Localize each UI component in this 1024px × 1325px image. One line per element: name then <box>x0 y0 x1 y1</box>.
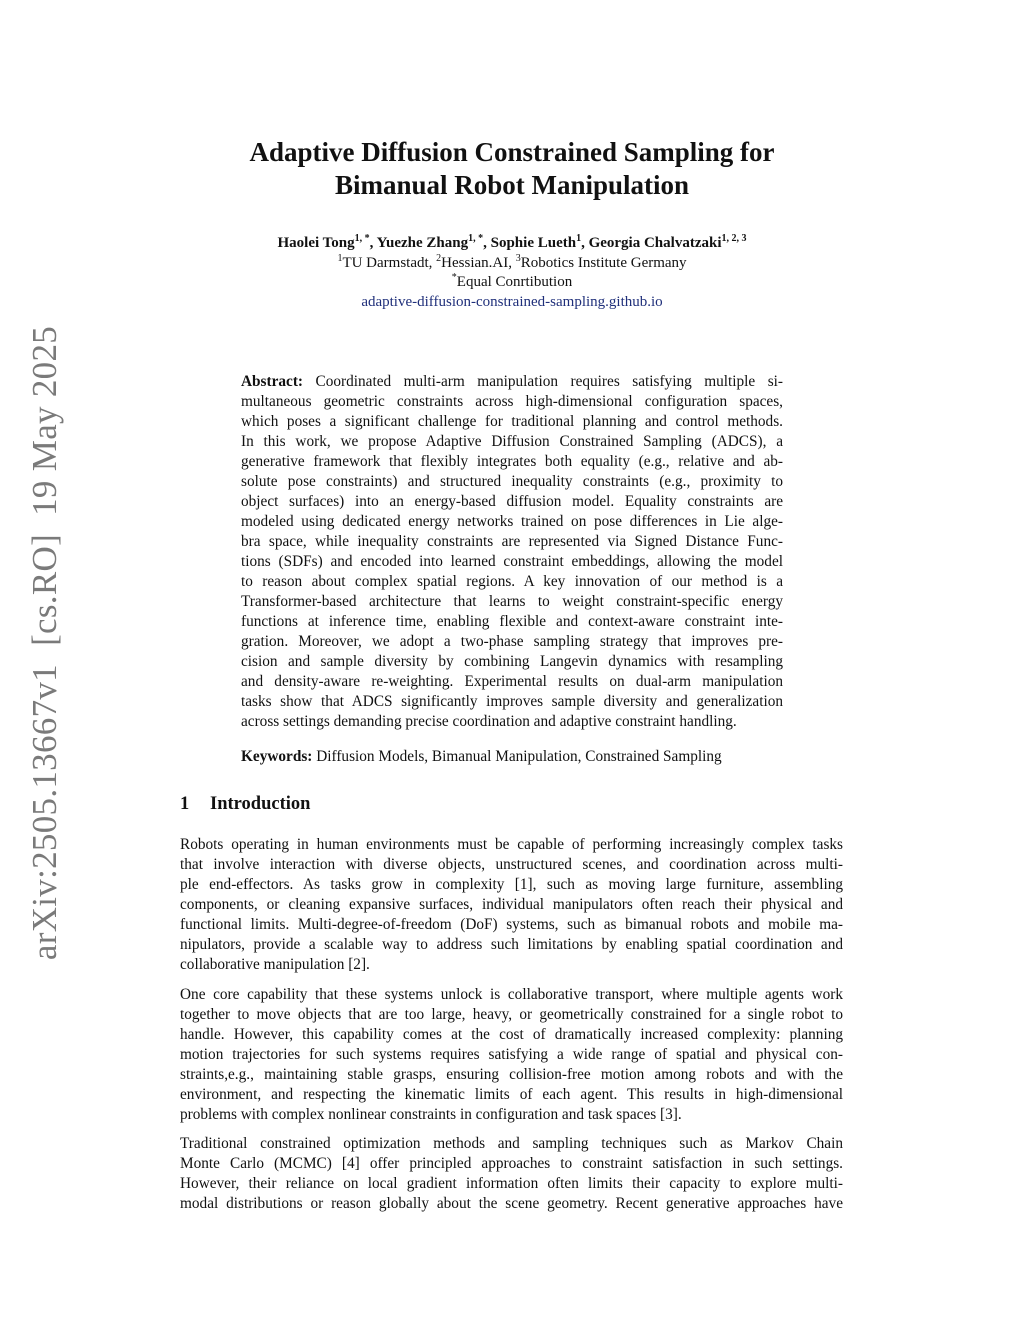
author-affiliation-mark: 1, 2, 3 <box>721 233 747 244</box>
text-line: together to move objects that are too large, heavy, or geometrically constrained for a single robot to <box>180 1006 843 1023</box>
paper-title <box>0 136 1024 202</box>
equal-text: Equal Conrtibution <box>456 274 573 290</box>
author-name: Haolei Tong <box>277 235 355 251</box>
text-line: nipulators, provide a scalable way to address such limitations by enabling spatial coordination and <box>180 936 843 953</box>
text-line: problems with complex nonlinear constraints in configuration and task spaces [3]. <box>180 1106 682 1123</box>
project-url-link[interactable]: adaptive-diffusion-constrained-sampling.github.io <box>361 293 663 310</box>
affiliation-mark: 1 <box>337 252 343 264</box>
text-line: tasks show that ADCS significantly improves sample diversity and generalization <box>241 693 783 710</box>
section-title: Introduction <box>210 794 311 814</box>
text-line: that involve interaction with diverse objects, unstructured scenes, and coordination across multi- <box>180 856 843 873</box>
text-line: tions (SDFs) and encoded into learned constraint embeddings, allowing the model <box>241 553 783 570</box>
text-line: handle. However, this capability comes at the cost of dramatically increased complexity: planning <box>180 1026 843 1043</box>
text-line: cision and sample diversity by combining Langevin dynamics with resampling <box>241 653 783 670</box>
affiliation: Hessian.AI, <box>441 254 516 271</box>
intro-paragraph-2 <box>180 985 843 1125</box>
title-line-2: Bimanual Robot Manipulation <box>334 170 690 200</box>
author-name: Georgia Chalvatzaki <box>588 235 722 251</box>
author-name: Yuezhe Zhang <box>376 235 469 251</box>
author-affiliation-mark: 1 <box>576 233 582 244</box>
text-line: ple end-effectors. As tasks grow in complexity [1], such as moving large furniture, assembling <box>180 876 843 893</box>
text-line: collaborative manipulation [2]. <box>180 956 370 973</box>
text-line: Monte Carlo (MCMC) [4] offer principled approaches to constraint satisfaction in such settings. <box>180 1155 843 1172</box>
equal-contribution-note <box>0 273 1024 293</box>
text-line: However, their reliance on local gradient information often limits their capacity to explore multi- <box>180 1175 843 1192</box>
text-line: modeled using dedicated energy networks trained on pose differences in Lie alge- <box>241 513 783 530</box>
text-line: which poses a significant challenge for traditional planning and control methods. <box>241 413 783 430</box>
affiliation-mark: 3 <box>515 252 521 264</box>
keywords-text: Diffusion Models, Bimanual Manipulation, Constrained Sampling <box>312 748 722 765</box>
section-number: 1 <box>180 794 190 814</box>
abstract <box>241 372 783 732</box>
keywords-label: Keywords: <box>241 748 313 765</box>
affiliation: Robotics Institute Germany <box>520 254 687 271</box>
author-name: Sophie Lueth <box>490 235 577 251</box>
text-line: One core capability that these systems unlock is collaborative transport, where multiple agents work <box>180 986 843 1003</box>
text-line: In this work, we propose Adaptive Diffusion Constrained Sampling (ADCS), a <box>241 433 783 450</box>
affiliation-mark: 2 <box>436 252 442 264</box>
keywords <box>241 748 722 766</box>
text-line: straints,e.g., maintaining stable grasps, ensuring collision-free motion among robots and with the <box>180 1066 843 1083</box>
affiliation: TU Darmstadt, <box>342 254 437 271</box>
title-line-1: Adaptive Diffusion Constrained Sampling for <box>249 137 775 167</box>
equal-mark: * <box>451 272 457 283</box>
text-line: motion trajectories for such systems requires satisfying a wide range of spatial and physical con- <box>180 1046 843 1063</box>
author-names: Haolei Tong$^{1, *}$, Yuezhe Zhang$^{1, *}$, Sophie Lueth$^1$, Georgia Chalvatzaki$^{1, 2, 3}$ <box>277 233 747 251</box>
intro-paragraph-3 <box>180 1134 843 1214</box>
intro-paragraph-1 <box>180 835 843 975</box>
text-line: modal distributions or reason globally about the scene geometry. Recent generative approaches have <box>180 1195 843 1212</box>
text-line: gration. Moreover, we adopt a two-phase sampling strategy that improves pre- <box>241 633 783 650</box>
abstract-line <box>241 372 783 392</box>
affiliations <box>0 254 1024 274</box>
text-line: bra space, while inequality constraints are represented via Signed Distance Func- <box>241 533 783 550</box>
text-line: Transformer-based architecture that learns to weight constraint-specific energy <box>241 593 783 610</box>
text-line: components, or cleaning expansive surfaces, individual manipulators often reach their physical and <box>180 896 843 913</box>
section-heading-introduction <box>180 794 310 815</box>
text-line: generative framework that flexibly integrates both equality (e.g., relative and ab- <box>241 453 783 470</box>
text-line: Traditional constrained optimization methods and sampling techniques such as Markov Chain <box>180 1135 843 1152</box>
arxiv-identifier: arXiv:2505.13667v1 [cs.RO] 19 May 2025 <box>25 325 64 961</box>
abstract-first-text: Coordinated multi-arm manipulation requires satisfying multiple si- <box>303 373 783 390</box>
text-line: object surfaces) into an energy-based diffusion model. Equality constraints are <box>241 493 783 510</box>
text-line: and density-aware re-weighting. Experimental results on dual-arm manipulation <box>241 673 783 690</box>
text-line: solute pose constraints) and structured inequality constraints (e.g., proximity to <box>241 473 783 490</box>
text-line: Robots operating in human environments must be capable of performing increasingly complex tasks <box>180 836 843 853</box>
text-line: multaneous geometric constraints across high-dimensional configuration spaces, <box>241 393 783 410</box>
author-affiliation-mark: 1, * <box>354 233 370 244</box>
text-line: environment, and respecting the kinematic limits of each agent. This results in high-dimensional <box>180 1086 843 1103</box>
author-block <box>0 234 1024 312</box>
text-line: across settings demanding precise coordination and adaptive constraint handling. <box>241 713 737 730</box>
author-affiliation-mark: 1, * <box>468 233 484 244</box>
abstract-label: Abstract: <box>241 373 304 390</box>
text-line: to reason about complex spatial regions. A key innovation of our method is a <box>241 573 783 590</box>
text-line: functional limits. Multi-degree-of-freedom (DoF) systems, such as bimanual robots and mobile ma- <box>180 916 843 933</box>
text-line: functions at inference time, enabling flexible and context-aware constraint inte- <box>241 613 783 630</box>
